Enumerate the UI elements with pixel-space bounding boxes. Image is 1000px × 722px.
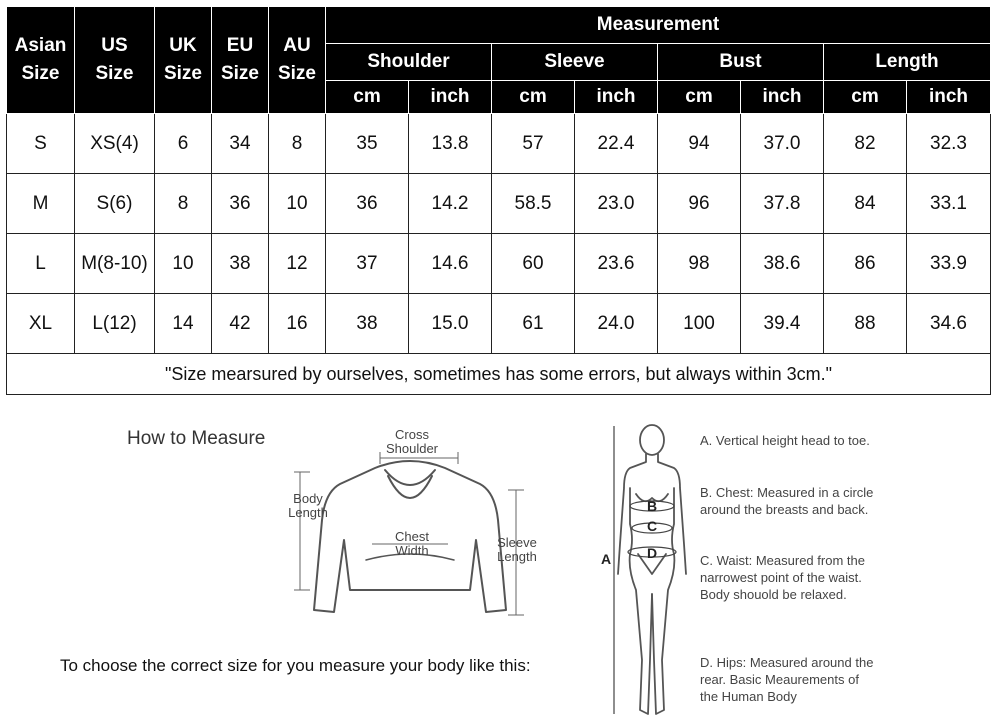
unit-header: cm <box>492 81 575 114</box>
table-cell: 14.2 <box>409 174 492 234</box>
table-cell: 13.8 <box>409 114 492 174</box>
unit-header: cm <box>326 81 409 114</box>
table-cell: 15.0 <box>409 294 492 354</box>
table-cell: 34 <box>212 114 269 174</box>
table-cell: 58.5 <box>492 174 575 234</box>
table-cell: 14.6 <box>409 234 492 294</box>
table-cell: 88 <box>824 294 907 354</box>
definition-c: C. Waist: Measured from the narrowest point of the waist. Body shouold be relaxed. <box>700 553 865 602</box>
definition-d: D. Hips: Measured around the rear. Basic Meaurements of the Human Body <box>700 655 874 704</box>
table-cell: 23.0 <box>575 174 658 234</box>
table-cell: 10 <box>269 174 326 234</box>
table-cell: 38 <box>212 234 269 294</box>
unit-header: cm <box>824 81 907 114</box>
table-cell: 24.0 <box>575 294 658 354</box>
how-to-measure-title: How to Measure <box>127 428 266 449</box>
header-length: Length <box>824 44 991 81</box>
table-cell: 33.1 <box>907 174 991 234</box>
table-row <box>7 234 991 294</box>
table-cell: XL <box>7 294 75 354</box>
marker-c: C <box>647 518 658 534</box>
table-cell: XS(4) <box>75 114 155 174</box>
choose-size-instruction: To choose the correct size for you measure your body like this: <box>60 656 531 675</box>
header-bust: Bust <box>658 44 824 81</box>
table-cell: 38.6 <box>741 234 824 294</box>
definition-b: B. Chest: Measured in a circle around the breasts and back. <box>700 485 874 517</box>
header-au-size: AU Size <box>269 7 326 114</box>
table-cell: 8 <box>269 114 326 174</box>
table-cell: 82 <box>824 114 907 174</box>
table-cell: 37.0 <box>741 114 824 174</box>
header-sleeve: Sleeve <box>492 44 658 81</box>
body-figure-illustration <box>600 424 700 720</box>
table-cell: 86 <box>824 234 907 294</box>
header-eu-size: EU Size <box>212 7 269 114</box>
table-row <box>7 114 991 174</box>
table-cell: 100 <box>658 294 741 354</box>
table-cell: 10 <box>155 234 212 294</box>
table-cell: L <box>7 234 75 294</box>
table-cell: 37 <box>326 234 409 294</box>
header-shoulder: Shoulder <box>326 44 492 81</box>
table-cell: 36 <box>212 174 269 234</box>
table-cell: 60 <box>492 234 575 294</box>
table-cell: 42 <box>212 294 269 354</box>
table-cell: 57 <box>492 114 575 174</box>
table-cell: 6 <box>155 114 212 174</box>
table-cell: 98 <box>658 234 741 294</box>
table-cell: 32.3 <box>907 114 991 174</box>
table-cell: 37.8 <box>741 174 824 234</box>
cross-shoulder-label: Cross Shoulder <box>385 427 439 456</box>
table-cell: 12 <box>269 234 326 294</box>
body-length-label: Body Length <box>288 491 328 520</box>
table-cell: 84 <box>824 174 907 234</box>
table-cell: 33.9 <box>907 234 991 294</box>
unit-header: inch <box>907 81 991 114</box>
table-cell: 16 <box>269 294 326 354</box>
table-cell: 39.4 <box>741 294 824 354</box>
marker-d: D <box>647 545 658 561</box>
header-measurement: Measurement <box>326 7 991 44</box>
table-cell: M(8-10) <box>75 234 155 294</box>
table-cell: 8 <box>155 174 212 234</box>
unit-header: inch <box>741 81 824 114</box>
header-uk-size: UK Size <box>155 7 212 114</box>
unit-header: inch <box>409 81 492 114</box>
chest-width-label: Chest Width <box>395 529 429 558</box>
table-cell: 94 <box>658 114 741 174</box>
size-chart-table <box>6 6 991 395</box>
table-cell: 34.6 <box>907 294 991 354</box>
table-cell: S <box>7 114 75 174</box>
size-note: "Size mearsured by ourselves, sometimes has some errors, but always within 3cm." <box>7 354 991 395</box>
table-row <box>7 294 991 354</box>
table-cell: 61 <box>492 294 575 354</box>
table-cell: 35 <box>326 114 409 174</box>
marker-a: A <box>601 551 612 567</box>
table-cell: 36 <box>326 174 409 234</box>
table-cell: 96 <box>658 174 741 234</box>
sleeve-length-label: Sleeve Length <box>497 535 537 564</box>
table-cell: 23.6 <box>575 234 658 294</box>
header-us-size: US Size <box>75 7 155 114</box>
table-cell: S(6) <box>75 174 155 234</box>
table-cell: 22.4 <box>575 114 658 174</box>
table-cell: M <box>7 174 75 234</box>
table-cell: L(12) <box>75 294 155 354</box>
marker-b: B <box>647 498 658 514</box>
unit-header: inch <box>575 81 658 114</box>
header-asian-size: Asian Size <box>7 7 75 114</box>
table-cell: 38 <box>326 294 409 354</box>
unit-header: cm <box>658 81 741 114</box>
definition-a: A. Vertical height head to toe. <box>700 433 870 448</box>
table-cell: 14 <box>155 294 212 354</box>
table-row <box>7 174 991 234</box>
